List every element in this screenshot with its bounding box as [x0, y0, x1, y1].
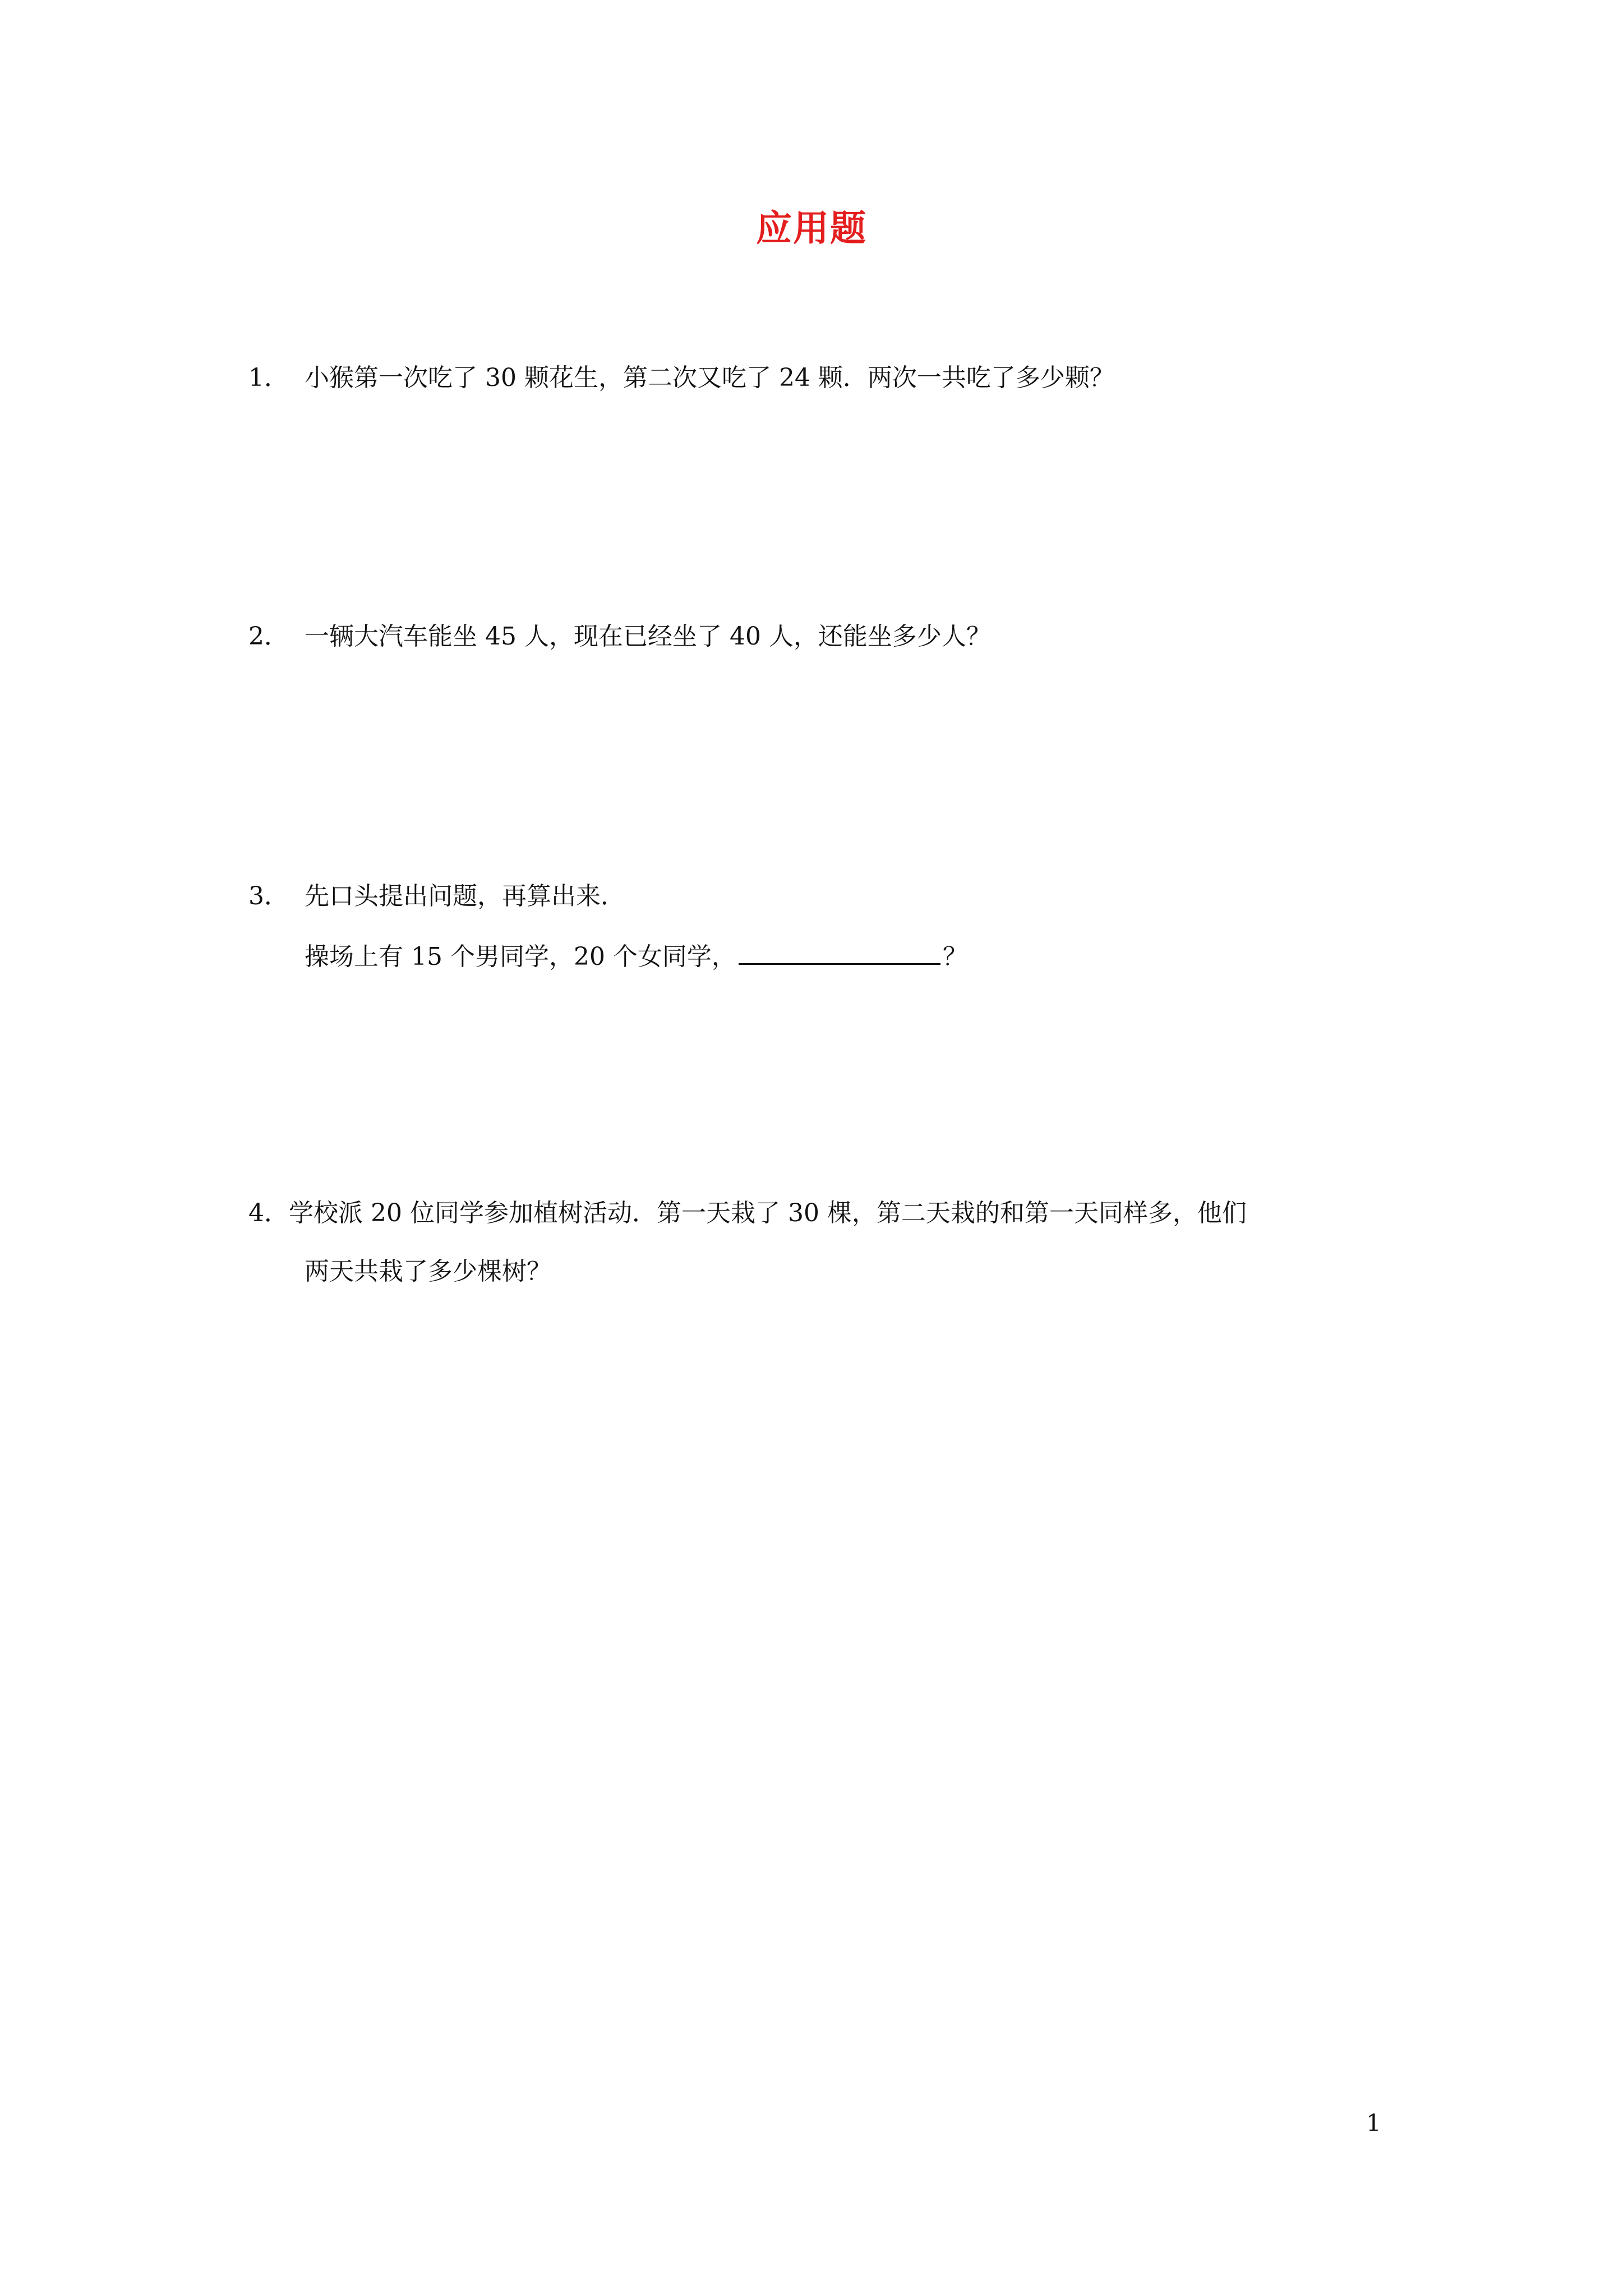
question-text: 操场上有 15 个男同学，20 个女同学，	[305, 942, 736, 971]
question-number: 1．	[248, 364, 289, 392]
question-2	[248, 624, 991, 649]
question-text: 两天共栽了多少棵树？	[305, 1257, 551, 1286]
question-text: 先口头提出问题，再算出来．	[305, 882, 625, 910]
question-number: 3．	[248, 882, 289, 910]
question-text: 小猴第一次吃了 30 颗花生，第二次又吃了 24 颗．两次一共吃了多少颗？	[305, 364, 1114, 392]
question-number: 2．	[248, 622, 289, 651]
question-mark: ？	[942, 942, 967, 971]
question-3-line-2	[305, 943, 967, 969]
question-text: 一辆大汽车能坐 45 人，现在已经坐了 40 人，还能坐多少人？	[305, 622, 991, 651]
question-number: 4．	[248, 1199, 289, 1227]
question-1	[248, 366, 1114, 390]
question-4-line-2	[305, 1259, 551, 1284]
page-title: 应用题	[756, 208, 867, 250]
question-4	[248, 1201, 1247, 1226]
question-3	[248, 884, 625, 909]
answer-blank[interactable]	[739, 943, 940, 965]
question-text: 学校派 20 位同学参加植树活动．第一天栽了 30 棵，第二天栽的和第一天同样多，他们	[289, 1199, 1247, 1227]
page-number: 1	[1366, 2109, 1381, 2137]
